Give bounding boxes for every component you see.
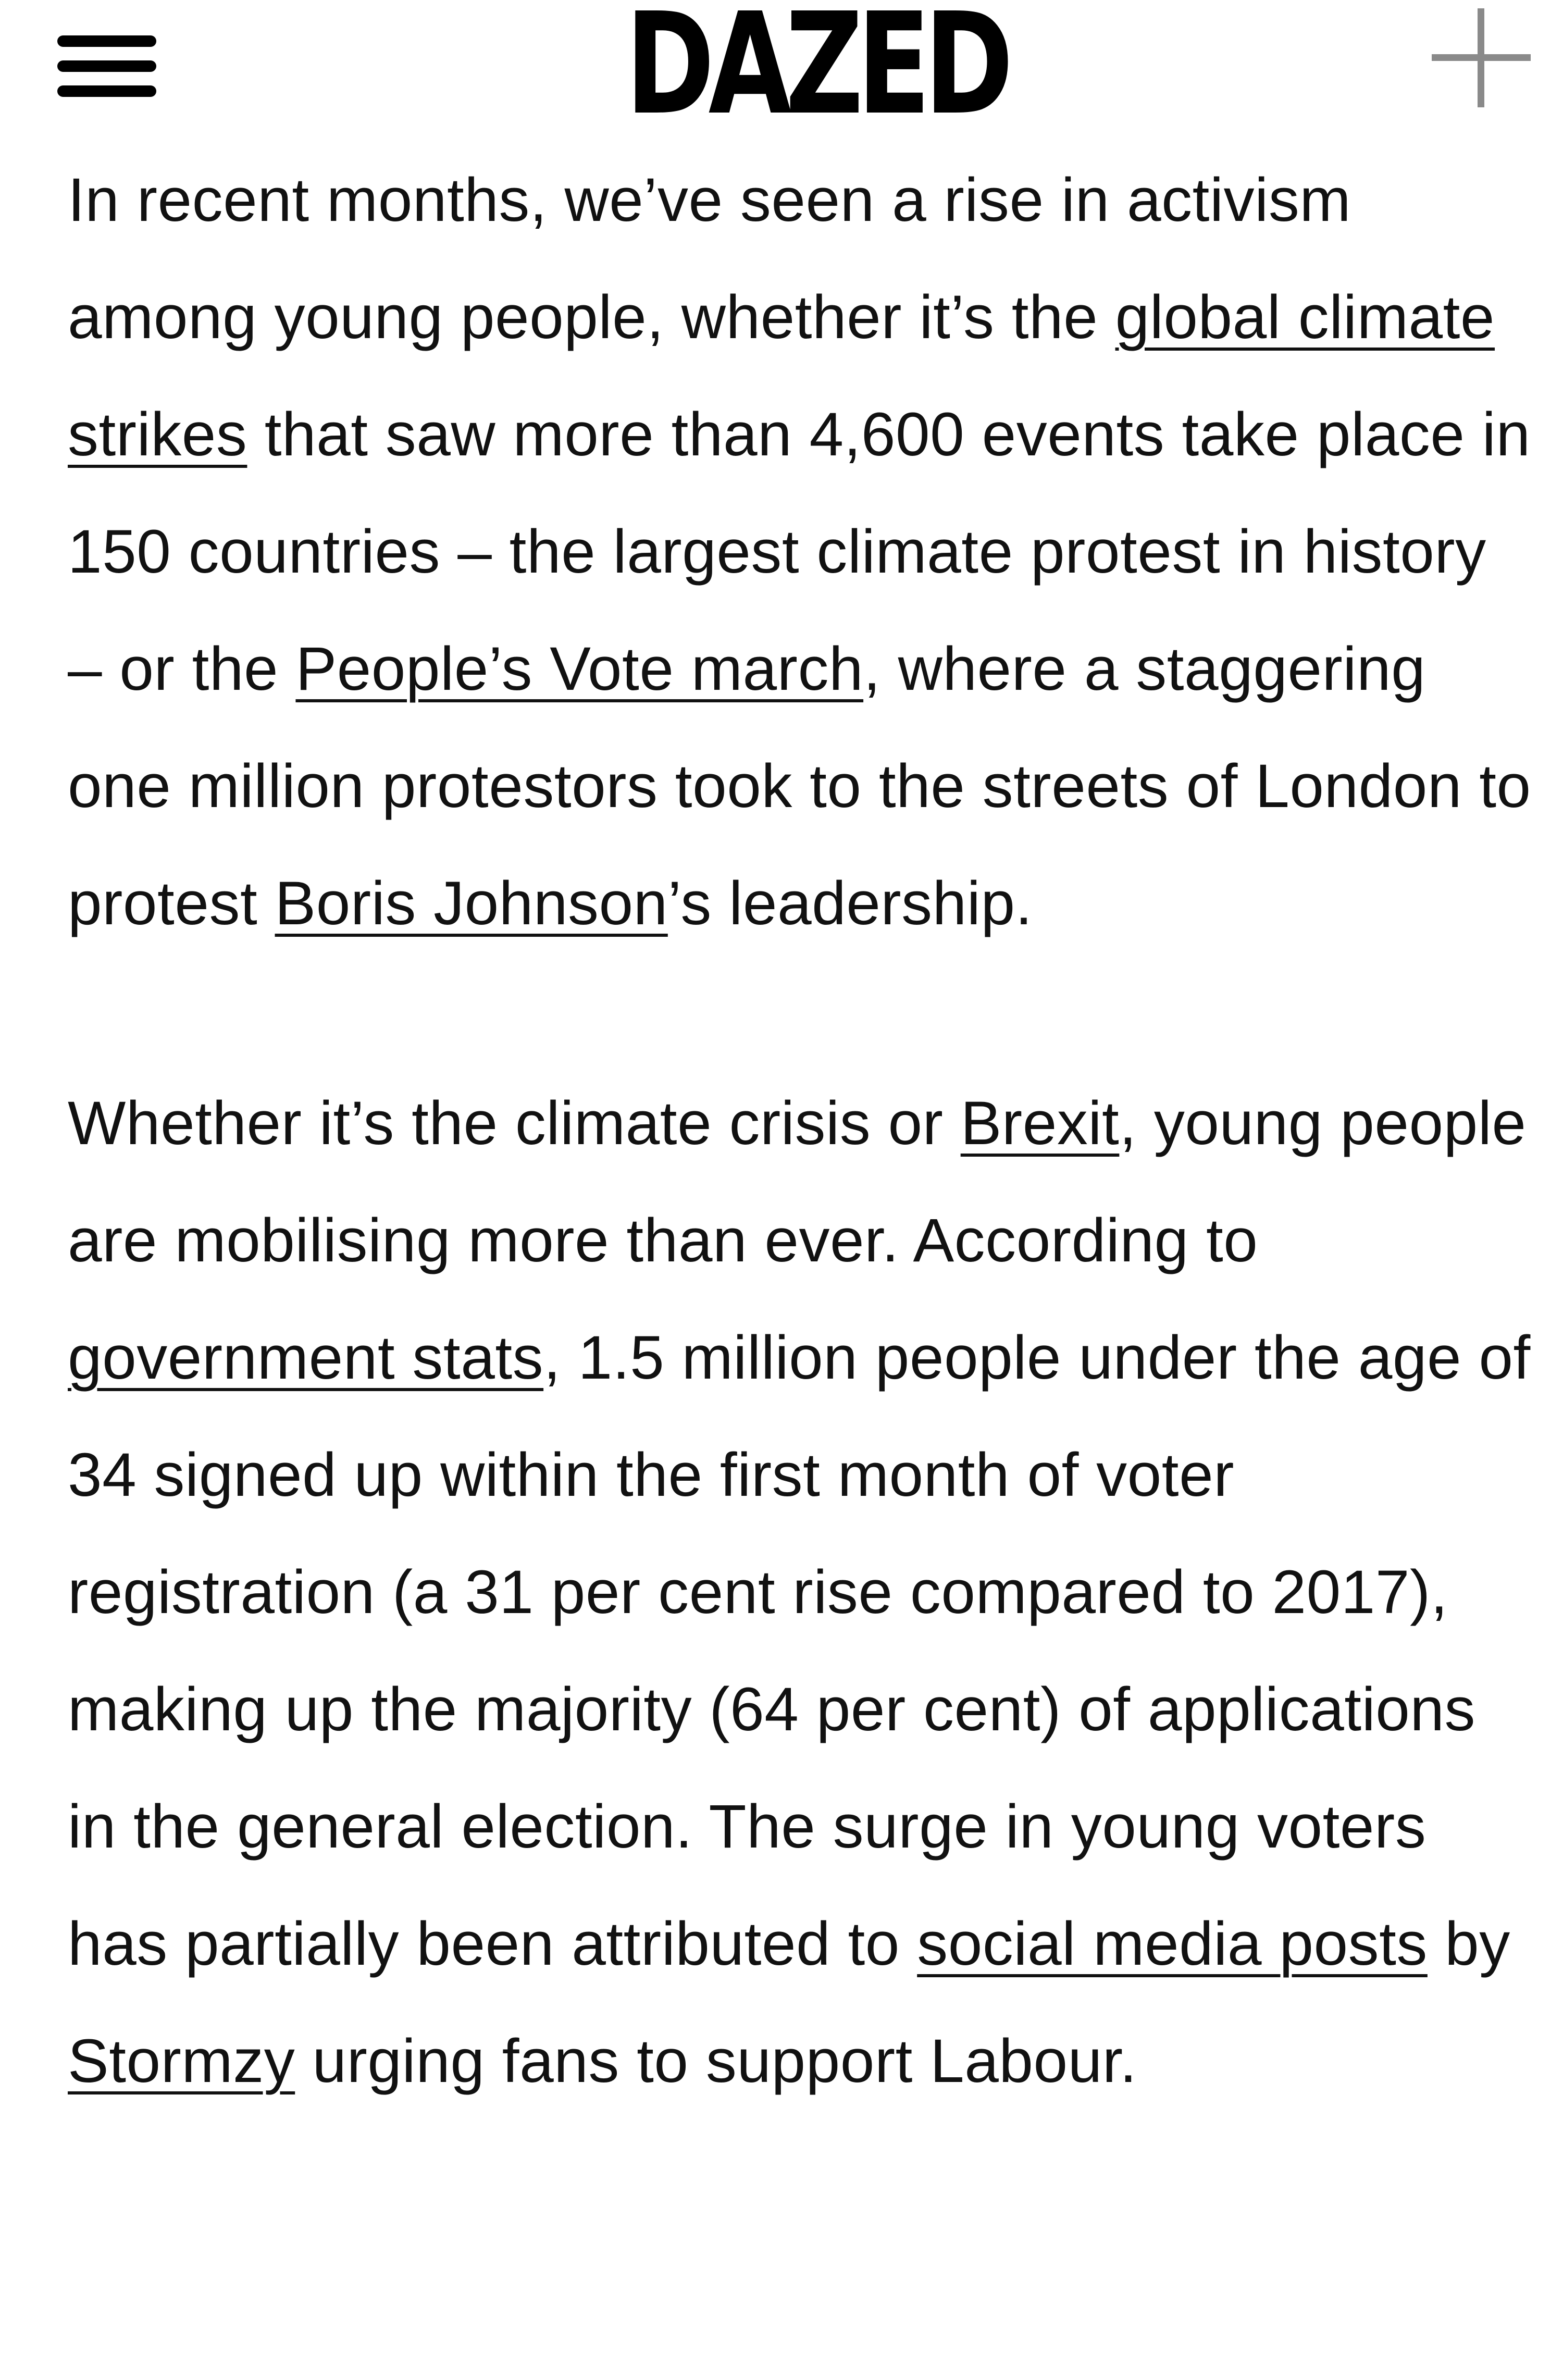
government-stats-link[interactable]: government stats xyxy=(68,1323,544,1392)
article-paragraph-1 xyxy=(68,142,1532,962)
hamburger-menu-icon[interactable] xyxy=(57,32,156,100)
paragraph-2-text-3: , 1.5 million people under the age of 34 signed up within the first month of voter registration (a 31 per cent rise compared to 2017), making up the majority (64 per cent) of applications in the general election. The surge in young voters has partially been attributed to xyxy=(68,1323,1531,1978)
dazed-logo[interactable]: DAZED xyxy=(625,0,1008,146)
menu-bar-middle xyxy=(57,60,156,72)
stormzy-link[interactable]: Stormzy xyxy=(68,2027,295,2096)
article-body xyxy=(68,142,1532,2120)
boris-johnson-link[interactable]: Boris Johnson xyxy=(275,869,668,938)
paragraph-1-text-1: In recent months, we’ve seen a rise in activism among young people, whether it’s the xyxy=(68,166,1351,352)
social-media-posts-link[interactable]: social media posts xyxy=(917,1910,1428,1978)
global-climate-strikes-link[interactable]: global climate strikes xyxy=(68,283,1495,469)
paragraph-1-text-3: , where a staggering one million protestors took to the streets of London to protest xyxy=(68,635,1531,938)
paragraph-1-text-2: that saw more than 4,600 events take place in 150 countries – the largest climate protest in history – or the xyxy=(68,400,1531,703)
paragraph-2-text-4: by xyxy=(1427,1910,1510,1978)
brexit-link[interactable]: Brexit xyxy=(960,1089,1120,1158)
plus-icon[interactable] xyxy=(1432,8,1531,107)
menu-bar-top xyxy=(57,35,156,47)
paragraph-2-text-5: urging fans to support Labour. xyxy=(295,2027,1137,2096)
menu-bar-bottom xyxy=(57,85,156,97)
site-header xyxy=(0,0,1563,146)
paragraph-1-text-4: ’s leadership. xyxy=(667,869,1033,938)
paragraph-2-text-1: Whether it’s the climate crisis or xyxy=(68,1089,961,1158)
article-paragraph-2 xyxy=(68,1065,1532,2120)
paragraph-2-text-2: , young people are mobilising more than ever. According to xyxy=(68,1089,1527,1275)
peoples-vote-march-link[interactable]: People’s Vote march xyxy=(295,635,864,703)
